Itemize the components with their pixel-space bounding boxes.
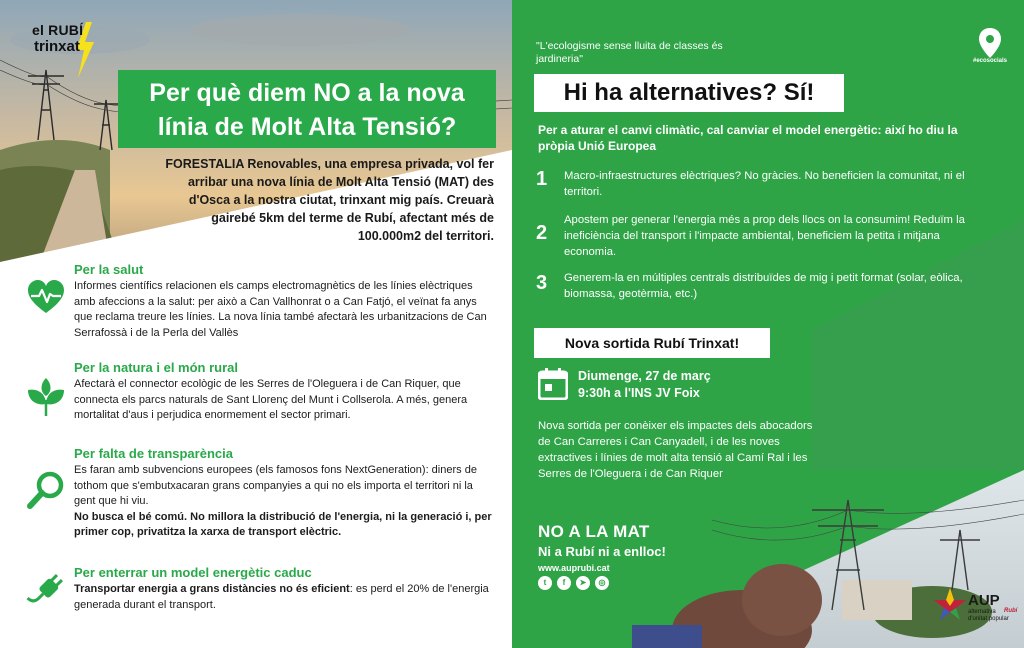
section-body (74, 582, 494, 613)
section-body: Informes científics relacionen els camps electromagnètics de les línies elèctriques amb afeccions a la salut: per això a Can Vallhonrat o a Can Fatjó, el veïnat fa anys que reclama treure les línies. La nova línia també afectarà les urbanitzacions de Can Serrafossà i de la Perla del Vallès (74, 280, 487, 339)
pin-hashtag: #ecosocials (972, 58, 1008, 64)
alternative-number: 3 (536, 272, 548, 294)
section-title: Per falta de transparència (74, 446, 233, 461)
event-date: Diumenge, 27 de març (578, 369, 711, 383)
aup-name: AUP (968, 592, 1000, 609)
section-body (74, 463, 494, 541)
event-description: Nova sortida per conèixer els impactes dels abocadors de Can Carreres i Can Canyadell, i de les noves extractives i línies de molt alta tensió al Camí Ral i les Serres de l'Oleguera i de Can Riquer (538, 420, 813, 480)
twitter-icon[interactable]: t (538, 576, 552, 590)
aup-place: Rubí (1004, 608, 1018, 614)
calendar-icon (538, 368, 568, 400)
logo-text-bottom: trinxat (34, 38, 80, 55)
left-headline: Per què diem NO a la nova línia de Molt Alta Tensió? (118, 70, 496, 148)
event-datetime (578, 368, 711, 402)
right-headline: Hi ha alternatives? Sí! (534, 74, 844, 112)
alternative-text: Macro-infraestructures elèctriques? No gràcies. No beneficien la comunitat, ni el territori. (564, 170, 965, 198)
alternative-number: 2 (536, 222, 548, 244)
rubi-trinxat-logo (32, 22, 96, 66)
slogan-sub: Ni a Rubí ni a enlloc! (538, 544, 666, 559)
ecology-quote: "L'ecologisme sense lluita de classes és jardineria" (536, 40, 723, 65)
intro-paragraph: FORESTALIA Renovables, una empresa privada, vol fer arribar una nova línia de Molt Alta Tensió (MAT) des d'Osca a la nostra ciutat, trinxant mig país. Creuarà gairebé 5km del terme de Rubí, afectant més de 100.000m2 del territori. (165, 157, 494, 243)
section-body-text: : es perd el 20% de l'energia generada durant el transport. (74, 583, 489, 611)
section-title: Per la natura i el món rural (74, 360, 238, 375)
telegram-icon[interactable]: ➤ (576, 576, 590, 590)
instagram-icon[interactable]: ◎ (595, 576, 609, 590)
social-icons (538, 576, 609, 590)
alternative-text: Generem-la en múltiples centrals distribuïdes de mig i petit format (solar, eòlica, biomassa, geotèrmia, etc.) (564, 272, 963, 300)
right-page (512, 0, 1024, 648)
website-link[interactable]: www.auprubi.cat (538, 563, 610, 573)
leaves-icon (26, 378, 66, 418)
section-body: Afectarà el connector ecològic de les Serres de l'Oleguera i de Can Riquer, que connecta els parcs naturals de Sant Llorenç del Munt i Collserola. A més, genera mortalitat d'aus i perjudica enormement el sector primari. (74, 378, 468, 421)
alternative-text: Apostem per generar l'energia més a prop dels llocs on la consumim! Reduïm la ineficiència del transport i l'impacte ambiental, beneficiem la petita i mitjana economia. (564, 214, 965, 258)
section-body-bold: No busca el bé comú. No millora la distribució de l'energia, ni la generació i, per primer cop, privatitza la xarxa de transport elèctric. (74, 510, 492, 538)
logo-text-top: el RUBÍ (32, 22, 84, 38)
aup-subtitle: alternativa d'unitat popular (968, 609, 1009, 622)
star-logo-icon (932, 586, 968, 626)
aup-logo (932, 586, 1018, 642)
event-title: Nova sortida Rubí Trinxat! (534, 328, 770, 358)
facebook-icon[interactable]: f (557, 576, 571, 590)
section-title: Per enterrar un model energètic caduc (74, 565, 312, 580)
section-body-text: Es faran amb subvencions europees (els famosos fons NextGeneration): diners de tothom que s'embutxacaran grans companyies a qui no els importa el territori ni la gent que hi viu. (74, 464, 477, 507)
event-time-place: 9:30h a l'INS JV Foix (578, 386, 700, 400)
alternative-number: 1 (536, 168, 548, 190)
slogan: NO A LA MAT (538, 522, 650, 541)
section-title: Per la salut (74, 262, 144, 277)
heart-pulse-icon (26, 278, 66, 318)
magnifier-icon (26, 470, 66, 510)
plug-icon (26, 571, 66, 611)
section-body-bold: Transportar energia a grans distàncies no és eficient (74, 583, 350, 595)
lead-paragraph: Per a aturar el canvi climàtic, cal canviar el model energètic: així ho diu la pròpia Unió Europea (538, 123, 958, 153)
